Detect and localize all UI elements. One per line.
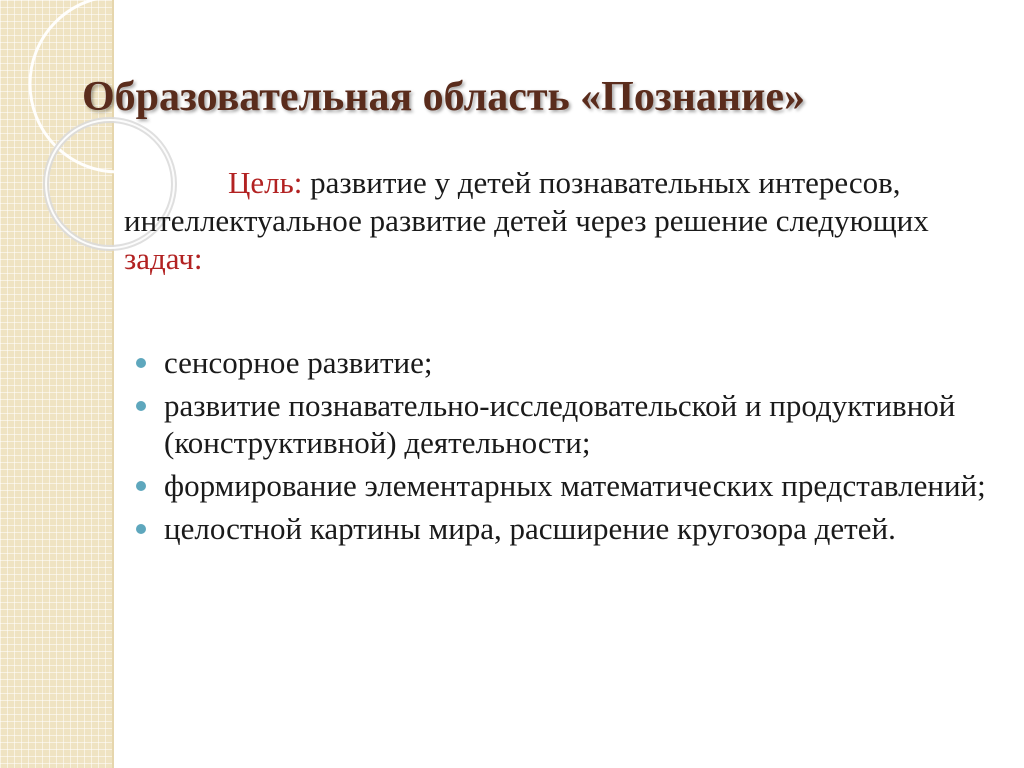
tasks-word: задач: (124, 241, 203, 276)
bullet-dot-icon (136, 524, 146, 534)
goal-paragraph (124, 164, 994, 278)
list-item-text: сенсорное развитие; (164, 345, 433, 380)
goal-label: Цель: (228, 165, 303, 200)
list-item-text: развитие познавательно-исследовательской и продуктивной (конструктивной) деятельности; (164, 388, 956, 460)
slide-title: Образовательная область «Познание» (82, 74, 805, 120)
list-item-text: формирование элементарных математических представлений; (164, 468, 986, 503)
task-list (134, 344, 1004, 553)
bullet-dot-icon (136, 358, 146, 368)
list-item (134, 467, 1004, 504)
list-item (134, 387, 1004, 461)
bullet-dot-icon (136, 481, 146, 491)
list-item-text: целостной картины мира, расширение кругозора детей. (164, 511, 896, 546)
list-item (134, 510, 1004, 547)
list-item (134, 344, 1004, 381)
goal-text: развитие у детей познавательных интересов, интеллектуальное развитие детей через решение следующих (124, 165, 929, 238)
bullet-dot-icon (136, 401, 146, 411)
